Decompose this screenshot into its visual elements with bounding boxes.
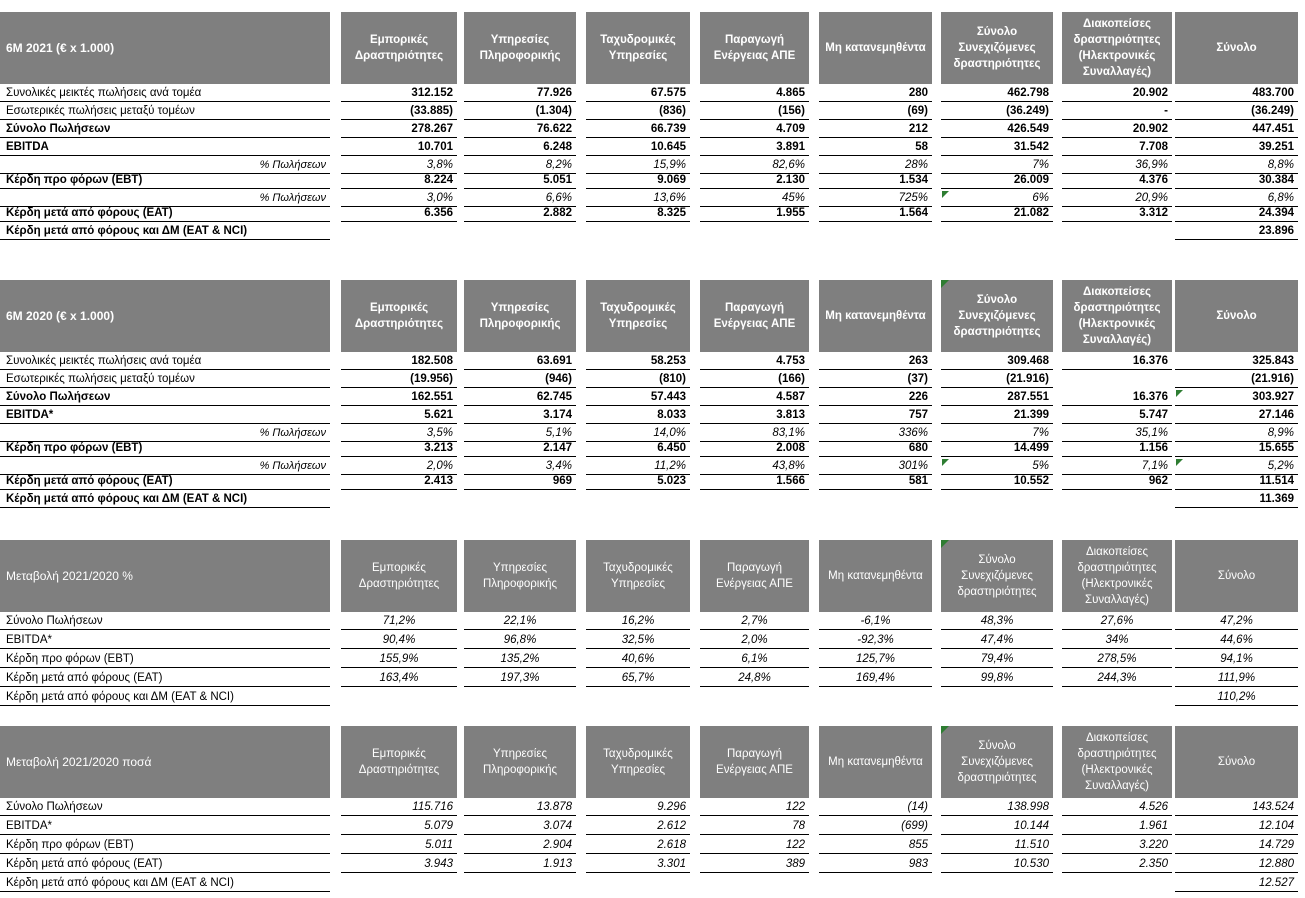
cell-total: 303.927 bbox=[1175, 389, 1298, 406]
column-header-continuing-total: Σύνολο Συνεχιζόμενες δραστηριότητες bbox=[941, 726, 1053, 798]
column-header-it-services: Υπηρεσίες Πληροφορικής bbox=[464, 540, 576, 612]
cell-res-energy: 2,7% bbox=[700, 613, 809, 630]
row-label: EBITDA* bbox=[0, 632, 330, 649]
cell-continuing-total: 7% bbox=[941, 425, 1053, 442]
cell-total: 39.251 bbox=[1175, 139, 1298, 156]
table-row bbox=[0, 651, 1305, 669]
cell-commercial: 2,0% bbox=[341, 458, 457, 475]
cell-it-services: 969 bbox=[464, 473, 576, 490]
cell-total: 110,2% bbox=[1175, 689, 1298, 706]
table-row bbox=[0, 121, 1305, 139]
cell-discontinued: - bbox=[1062, 103, 1172, 120]
cell-commercial: 2.413 bbox=[341, 473, 457, 490]
table-row bbox=[0, 223, 1305, 241]
cell-postal-services: 57.443 bbox=[586, 389, 690, 406]
cell-res-energy: 1.955 bbox=[700, 205, 809, 222]
cell-unallocated: 301% bbox=[819, 458, 932, 475]
table-row bbox=[0, 473, 1305, 491]
table-row bbox=[0, 632, 1305, 650]
cell-continuing-total: 99,8% bbox=[941, 670, 1053, 687]
cell-res-energy: (166) bbox=[700, 371, 809, 388]
column-header-res-energy: Παραγωγή Ενέργειας ΑΠΕ bbox=[700, 726, 809, 798]
cell-continuing-total: 21.399 bbox=[941, 407, 1053, 424]
cell-unallocated: 169,4% bbox=[819, 670, 932, 687]
cell-discontinued: 7.708 bbox=[1062, 139, 1172, 156]
cell-discontinued: 278,5% bbox=[1062, 651, 1172, 668]
cell-it-services: 3.174 bbox=[464, 407, 576, 424]
cell-commercial: (33.885) bbox=[341, 103, 457, 120]
cell-continuing-total: 21.082 bbox=[941, 205, 1053, 222]
cell-postal-services: 5.023 bbox=[586, 473, 690, 490]
cell-continuing-total: 79,4% bbox=[941, 651, 1053, 668]
cell-unallocated: 28% bbox=[819, 157, 932, 174]
row-label: Κέρδη προ φόρων (EBT) bbox=[0, 651, 330, 668]
row-label: % Πωλήσεων bbox=[0, 157, 330, 174]
row-label: Σύνολο Πωλήσεων bbox=[0, 121, 330, 138]
cell-unallocated: 725% bbox=[819, 190, 932, 207]
cell-it-services: (1.304) bbox=[464, 103, 576, 120]
cell-postal-services: 9.069 bbox=[586, 172, 690, 189]
cell-unallocated: -92,3% bbox=[819, 632, 932, 649]
cell-postal-services: 6.450 bbox=[586, 440, 690, 457]
cell-discontinued: 1.961 bbox=[1062, 818, 1172, 835]
cell-it-services: 2.904 bbox=[464, 837, 576, 854]
cell-continuing-total: 10.144 bbox=[941, 818, 1053, 835]
cell-total: (36.249) bbox=[1175, 103, 1298, 120]
row-label: Συνολικές μεικτές πωλήσεις ανά τομέα bbox=[0, 85, 330, 102]
cell-commercial: 6.356 bbox=[341, 205, 457, 222]
cell-total: 8,8% bbox=[1175, 157, 1298, 174]
cell-continuing-total: 26.009 bbox=[941, 172, 1053, 189]
row-label: Κέρδη μετά από φόρους και ΔΜ (EAT & NCI) bbox=[0, 491, 330, 508]
column-header-unallocated: Μη κατανεμηθέντα bbox=[819, 280, 932, 352]
row-label: Κέρδη μετά από φόρους και ΔΜ (EAT & NCI) bbox=[0, 689, 330, 706]
cell-total: 12.880 bbox=[1175, 856, 1298, 873]
cell-res-energy: 45% bbox=[700, 190, 809, 207]
cell-total: 111,9% bbox=[1175, 670, 1298, 687]
cell-it-services: 3.074 bbox=[464, 818, 576, 835]
column-header-it-services: Υπηρεσίες Πληροφορικής bbox=[464, 280, 576, 352]
cell-discontinued: 4.526 bbox=[1062, 799, 1172, 816]
cell-unallocated: (14) bbox=[819, 799, 932, 816]
row-label: Σύνολο Πωλήσεων bbox=[0, 799, 330, 816]
cell-continuing-total: (21.916) bbox=[941, 371, 1053, 388]
cell-postal-services: 3.301 bbox=[586, 856, 690, 873]
cell-total: 483.700 bbox=[1175, 85, 1298, 102]
comment-marker bbox=[941, 726, 949, 734]
cell-res-energy: 389 bbox=[700, 856, 809, 873]
table-row bbox=[0, 689, 1305, 707]
cell-unallocated: 336% bbox=[819, 425, 932, 442]
cell-unallocated: 757 bbox=[819, 407, 932, 424]
comment-marker bbox=[942, 459, 949, 466]
cell-commercial: (19.956) bbox=[341, 371, 457, 388]
cell-continuing-total: 11.510 bbox=[941, 837, 1053, 854]
column-header-unallocated: Μη κατανεμηθέντα bbox=[819, 540, 932, 612]
cell-it-services: 22,1% bbox=[464, 613, 576, 630]
cell-postal-services: 8.033 bbox=[586, 407, 690, 424]
column-header-unallocated: Μη κατανεμηθέντα bbox=[819, 12, 932, 84]
table-row bbox=[0, 85, 1305, 103]
row-label: Κέρδη προ φόρων (EBT) bbox=[0, 837, 330, 854]
row-label: Κέρδη προ φόρων (EBT) bbox=[0, 440, 330, 457]
cell-total: 15.655 bbox=[1175, 440, 1298, 457]
cell-res-energy: 3.813 bbox=[700, 407, 809, 424]
cell-continuing-total: 14.499 bbox=[941, 440, 1053, 457]
cell-continuing-total: 5% bbox=[941, 458, 1053, 475]
cell-discontinued: 3.220 bbox=[1062, 837, 1172, 854]
table-row bbox=[0, 875, 1305, 893]
column-header-res-energy: Παραγωγή Ενέργειας ΑΠΕ bbox=[700, 280, 809, 352]
table-row bbox=[0, 371, 1305, 389]
column-header-commercial: Εμπορικές Δραστηριότητες bbox=[341, 12, 457, 84]
column-header-res-energy: Παραγωγή Ενέργειας ΑΠΕ bbox=[700, 540, 809, 612]
row-label: Κέρδη προ φόρων (EBT) bbox=[0, 172, 330, 189]
cell-unallocated: (69) bbox=[819, 103, 932, 120]
cell-res-energy: 83,1% bbox=[700, 425, 809, 442]
column-header-postal-services: Ταχυδρομικές Υπηρεσίες bbox=[586, 12, 690, 84]
cell-it-services: 62.745 bbox=[464, 389, 576, 406]
cell-it-services: 6.248 bbox=[464, 139, 576, 156]
cell-it-services: 3,4% bbox=[464, 458, 576, 475]
cell-commercial: 155,9% bbox=[341, 651, 457, 668]
table-title: Μεταβολή 2021/2020 ποσά bbox=[0, 726, 330, 798]
cell-total: 23.896 bbox=[1175, 223, 1298, 240]
cell-continuing-total: 10.530 bbox=[941, 856, 1053, 873]
cell-res-energy: 2.130 bbox=[700, 172, 809, 189]
column-header-commercial: Εμπορικές Δραστηριότητες bbox=[341, 726, 457, 798]
row-label: Κέρδη μετά από φόρους (EAT) bbox=[0, 205, 330, 222]
cell-postal-services: 67.575 bbox=[586, 85, 690, 102]
cell-unallocated: 855 bbox=[819, 837, 932, 854]
cell-total: 143.524 bbox=[1175, 799, 1298, 816]
cell-postal-services: 14,0% bbox=[586, 425, 690, 442]
cell-commercial: 90,4% bbox=[341, 632, 457, 649]
cell-total: 325.843 bbox=[1175, 353, 1298, 370]
cell-continuing-total: 31.542 bbox=[941, 139, 1053, 156]
cell-res-energy: 4.753 bbox=[700, 353, 809, 370]
row-label: EBITDA bbox=[0, 139, 330, 156]
column-header-unallocated: Μη κατανεμηθέντα bbox=[819, 726, 932, 798]
table-row bbox=[0, 103, 1305, 121]
cell-total: 44,6% bbox=[1175, 632, 1298, 649]
cell-it-services: 135,2% bbox=[464, 651, 576, 668]
cell-commercial: 162.551 bbox=[341, 389, 457, 406]
cell-postal-services: 16,2% bbox=[586, 613, 690, 630]
row-label: Κέρδη μετά από φόρους (EAT) bbox=[0, 473, 330, 490]
cell-it-services: 8,2% bbox=[464, 157, 576, 174]
cell-res-energy: 82,6% bbox=[700, 157, 809, 174]
cell-continuing-total: 287.551 bbox=[941, 389, 1053, 406]
column-header-commercial: Εμπορικές Δραστηριότητες bbox=[341, 280, 457, 352]
cell-discontinued: 962 bbox=[1062, 473, 1172, 490]
cell-postal-services: 40,6% bbox=[586, 651, 690, 668]
row-label: Συνολικές μεικτές πωλήσεις ανά τομέα bbox=[0, 353, 330, 370]
cell-commercial: 3.213 bbox=[341, 440, 457, 457]
cell-total: 12.527 bbox=[1175, 875, 1298, 892]
cell-commercial: 8.224 bbox=[341, 172, 457, 189]
cell-commercial: 312.152 bbox=[341, 85, 457, 102]
row-label: Κέρδη μετά από φόρους και ΔΜ (EAT & NCI) bbox=[0, 223, 330, 240]
cell-commercial: 115.716 bbox=[341, 799, 457, 816]
cell-continuing-total: 10.552 bbox=[941, 473, 1053, 490]
cell-discontinued: 36,9% bbox=[1062, 157, 1172, 174]
cell-res-energy: 2,0% bbox=[700, 632, 809, 649]
cell-it-services: 76.622 bbox=[464, 121, 576, 138]
cell-res-energy: (156) bbox=[700, 103, 809, 120]
cell-postal-services: 9.296 bbox=[586, 799, 690, 816]
cell-it-services: 63.691 bbox=[464, 353, 576, 370]
cell-discontinued: 5.747 bbox=[1062, 407, 1172, 424]
cell-discontinued: 3.312 bbox=[1062, 205, 1172, 222]
cell-total: 24.394 bbox=[1175, 205, 1298, 222]
table-title: 6M 2021 (€ x 1.000) bbox=[0, 12, 330, 84]
column-header-total: Σύνολο bbox=[1175, 280, 1298, 352]
cell-res-energy: 4.709 bbox=[700, 121, 809, 138]
row-label: Εσωτερικές πωλήσεις μεταξύ τομέων bbox=[0, 103, 330, 120]
row-label: EBITDA* bbox=[0, 818, 330, 835]
table-row bbox=[0, 818, 1305, 836]
cell-it-services: 1.913 bbox=[464, 856, 576, 873]
cell-discontinued: 20.902 bbox=[1062, 121, 1172, 138]
table-row bbox=[0, 491, 1305, 509]
cell-postal-services: 13,6% bbox=[586, 190, 690, 207]
cell-postal-services: 8.325 bbox=[586, 205, 690, 222]
table-row bbox=[0, 613, 1305, 631]
comment-marker bbox=[1176, 459, 1183, 466]
cell-total: 5,2% bbox=[1175, 458, 1298, 475]
cell-discontinued bbox=[1062, 371, 1172, 388]
table-row bbox=[0, 389, 1305, 407]
cell-unallocated: 280 bbox=[819, 85, 932, 102]
cell-continuing-total: 48,3% bbox=[941, 613, 1053, 630]
table-row bbox=[0, 856, 1305, 874]
cell-total: 12.104 bbox=[1175, 818, 1298, 835]
cell-continuing-total: 7% bbox=[941, 157, 1053, 174]
row-label: % Πωλήσεων bbox=[0, 190, 330, 207]
cell-commercial: 278.267 bbox=[341, 121, 457, 138]
cell-res-energy: 1.566 bbox=[700, 473, 809, 490]
table-row bbox=[0, 407, 1305, 425]
cell-total: 94,1% bbox=[1175, 651, 1298, 668]
cell-postal-services: 32,5% bbox=[586, 632, 690, 649]
cell-commercial: 5.621 bbox=[341, 407, 457, 424]
row-label: % Πωλήσεων bbox=[0, 425, 330, 442]
cell-res-energy: 24,8% bbox=[700, 670, 809, 687]
cell-discontinued: 2.350 bbox=[1062, 856, 1172, 873]
cell-discontinued: 20.902 bbox=[1062, 85, 1172, 102]
cell-postal-services: 11,2% bbox=[586, 458, 690, 475]
cell-commercial: 163,4% bbox=[341, 670, 457, 687]
cell-res-energy: 4.865 bbox=[700, 85, 809, 102]
cell-commercial: 3,8% bbox=[341, 157, 457, 174]
cell-postal-services: 66.739 bbox=[586, 121, 690, 138]
comment-marker bbox=[1176, 390, 1183, 397]
cell-continuing-total: 6% bbox=[941, 190, 1053, 207]
cell-discontinued: 1.156 bbox=[1062, 440, 1172, 457]
cell-continuing-total: (36.249) bbox=[941, 103, 1053, 120]
cell-commercial: 10.701 bbox=[341, 139, 457, 156]
cell-unallocated: 226 bbox=[819, 389, 932, 406]
cell-it-services: 13.878 bbox=[464, 799, 576, 816]
table-row bbox=[0, 837, 1305, 855]
cell-discontinued: 35,1% bbox=[1062, 425, 1172, 442]
cell-continuing-total: 462.798 bbox=[941, 85, 1053, 102]
column-header-continuing-total: Σύνολο Συνεχιζόμενες δραστηριότητες bbox=[941, 12, 1053, 84]
column-header-discontinued: Διακοπείσες δραστηριότητες (Ηλεκτρονικές Συναλλαγές) bbox=[1062, 540, 1172, 612]
cell-unallocated: 581 bbox=[819, 473, 932, 490]
column-header-total: Σύνολο bbox=[1175, 726, 1298, 798]
cell-res-energy: 3.891 bbox=[700, 139, 809, 156]
column-header-discontinued: Διακοπείσες δραστηριότητες (Ηλεκτρονικές Συναλλαγές) bbox=[1062, 726, 1172, 798]
column-header-total: Σύνολο bbox=[1175, 540, 1298, 612]
cell-res-energy: 122 bbox=[700, 799, 809, 816]
cell-it-services: (946) bbox=[464, 371, 576, 388]
cell-unallocated: 212 bbox=[819, 121, 932, 138]
cell-it-services: 6,6% bbox=[464, 190, 576, 207]
table-title: 6M 2020 (€ x 1.000) bbox=[0, 280, 330, 352]
cell-postal-services: 58.253 bbox=[586, 353, 690, 370]
column-header-commercial: Εμπορικές Δραστηριότητες bbox=[341, 540, 457, 612]
cell-unallocated: 58 bbox=[819, 139, 932, 156]
cell-commercial: 5.011 bbox=[341, 837, 457, 854]
cell-commercial: 3,0% bbox=[341, 190, 457, 207]
row-label: Κέρδη μετά από φόρους (EAT) bbox=[0, 670, 330, 687]
row-label: EBITDA* bbox=[0, 407, 330, 424]
cell-it-services: 96,8% bbox=[464, 632, 576, 649]
cell-res-energy: 78 bbox=[700, 818, 809, 835]
comment-marker bbox=[941, 280, 949, 288]
cell-total: 30.384 bbox=[1175, 172, 1298, 189]
table-row bbox=[0, 440, 1305, 458]
cell-total: 11.369 bbox=[1175, 491, 1298, 508]
cell-res-energy: 122 bbox=[700, 837, 809, 854]
cell-discontinued: 20,9% bbox=[1062, 190, 1172, 207]
column-header-it-services: Υπηρεσίες Πληροφορικής bbox=[464, 726, 576, 798]
row-label: Κέρδη μετά από φόρους (EAT) bbox=[0, 856, 330, 873]
cell-commercial: 5.079 bbox=[341, 818, 457, 835]
cell-unallocated: 680 bbox=[819, 440, 932, 457]
column-header-continuing-total: Σύνολο Συνεχιζόμενες δραστηριότητες bbox=[941, 540, 1053, 612]
row-label: Σύνολο Πωλήσεων bbox=[0, 613, 330, 630]
cell-continuing-total: 138.998 bbox=[941, 799, 1053, 816]
cell-postal-services: 65,7% bbox=[586, 670, 690, 687]
cell-unallocated: 983 bbox=[819, 856, 932, 873]
column-header-res-energy: Παραγωγή Ενέργειας ΑΠΕ bbox=[700, 12, 809, 84]
cell-discontinued: 34% bbox=[1062, 632, 1172, 649]
column-header-total: Σύνολο bbox=[1175, 12, 1298, 84]
cell-it-services: 197,3% bbox=[464, 670, 576, 687]
cell-unallocated: (37) bbox=[819, 371, 932, 388]
cell-continuing-total: 47,4% bbox=[941, 632, 1053, 649]
table-row bbox=[0, 799, 1305, 817]
cell-res-energy: 4.587 bbox=[700, 389, 809, 406]
cell-postal-services: (810) bbox=[586, 371, 690, 388]
cell-it-services: 5,1% bbox=[464, 425, 576, 442]
cell-discontinued: 244,3% bbox=[1062, 670, 1172, 687]
cell-total: 8,9% bbox=[1175, 425, 1298, 442]
cell-commercial: 3,5% bbox=[341, 425, 457, 442]
cell-total: (21.916) bbox=[1175, 371, 1298, 388]
cell-total: 447.451 bbox=[1175, 121, 1298, 138]
cell-total: 27.146 bbox=[1175, 407, 1298, 424]
cell-postal-services: 2.618 bbox=[586, 837, 690, 854]
cell-continuing-total: 426.549 bbox=[941, 121, 1053, 138]
column-header-it-services: Υπηρεσίες Πληροφορικής bbox=[464, 12, 576, 84]
cell-discontinued: 16.376 bbox=[1062, 353, 1172, 370]
row-label: Κέρδη μετά από φόρους και ΔΜ (EAT & NCI) bbox=[0, 875, 330, 892]
table-row bbox=[0, 670, 1305, 688]
column-header-postal-services: Ταχυδρομικές Υπηρεσίες bbox=[586, 280, 690, 352]
cell-postal-services: 2.612 bbox=[586, 818, 690, 835]
cell-it-services: 77.926 bbox=[464, 85, 576, 102]
cell-total: 6,8% bbox=[1175, 190, 1298, 207]
table-row bbox=[0, 205, 1305, 223]
cell-discontinued: 27,6% bbox=[1062, 613, 1172, 630]
comment-marker bbox=[941, 540, 949, 548]
column-header-discontinued: Διακοπείσες δραστηριότητες (Ηλεκτρονικές Συναλλαγές) bbox=[1062, 280, 1172, 352]
cell-continuing-total: 309.468 bbox=[941, 353, 1053, 370]
column-header-postal-services: Ταχυδρομικές Υπηρεσίες bbox=[586, 540, 690, 612]
row-label: Σύνολο Πωλήσεων bbox=[0, 389, 330, 406]
cell-unallocated: -6,1% bbox=[819, 613, 932, 630]
cell-unallocated: 1.534 bbox=[819, 172, 932, 189]
row-label: % Πωλήσεων bbox=[0, 458, 330, 475]
cell-commercial: 3.943 bbox=[341, 856, 457, 873]
cell-total: 14.729 bbox=[1175, 837, 1298, 854]
table-row bbox=[0, 353, 1305, 371]
table-row bbox=[0, 172, 1305, 190]
cell-discontinued: 4.376 bbox=[1062, 172, 1172, 189]
cell-postal-services: 15,9% bbox=[586, 157, 690, 174]
cell-res-energy: 2.008 bbox=[700, 440, 809, 457]
row-label: Εσωτερικές πωλήσεις μεταξύ τομέων bbox=[0, 371, 330, 388]
cell-total: 11.514 bbox=[1175, 473, 1298, 490]
cell-res-energy: 43,8% bbox=[700, 458, 809, 475]
cell-it-services: 5.051 bbox=[464, 172, 576, 189]
cell-postal-services: (836) bbox=[586, 103, 690, 120]
cell-discontinued: 7,1% bbox=[1062, 458, 1172, 475]
cell-unallocated: 125,7% bbox=[819, 651, 932, 668]
cell-unallocated: 1.564 bbox=[819, 205, 932, 222]
cell-it-services: 2.882 bbox=[464, 205, 576, 222]
cell-unallocated: (699) bbox=[819, 818, 932, 835]
column-header-postal-services: Ταχυδρομικές Υπηρεσίες bbox=[586, 726, 690, 798]
cell-commercial: 182.508 bbox=[341, 353, 457, 370]
column-header-discontinued: Διακοπείσες δραστηριότητες (Ηλεκτρονικές Συναλλαγές) bbox=[1062, 12, 1172, 84]
table-title: Μεταβολή 2021/2020 % bbox=[0, 540, 330, 612]
cell-commercial: 71,2% bbox=[341, 613, 457, 630]
cell-it-services: 2.147 bbox=[464, 440, 576, 457]
cell-total: 47,2% bbox=[1175, 613, 1298, 630]
comment-marker bbox=[942, 191, 949, 198]
cell-postal-services: 10.645 bbox=[586, 139, 690, 156]
column-header-continuing-total: Σύνολο Συνεχιζόμενες δραστηριότητες bbox=[941, 280, 1053, 352]
cell-discontinued: 16.376 bbox=[1062, 389, 1172, 406]
cell-res-energy: 6,1% bbox=[700, 651, 809, 668]
table-row bbox=[0, 139, 1305, 157]
cell-unallocated: 263 bbox=[819, 353, 932, 370]
